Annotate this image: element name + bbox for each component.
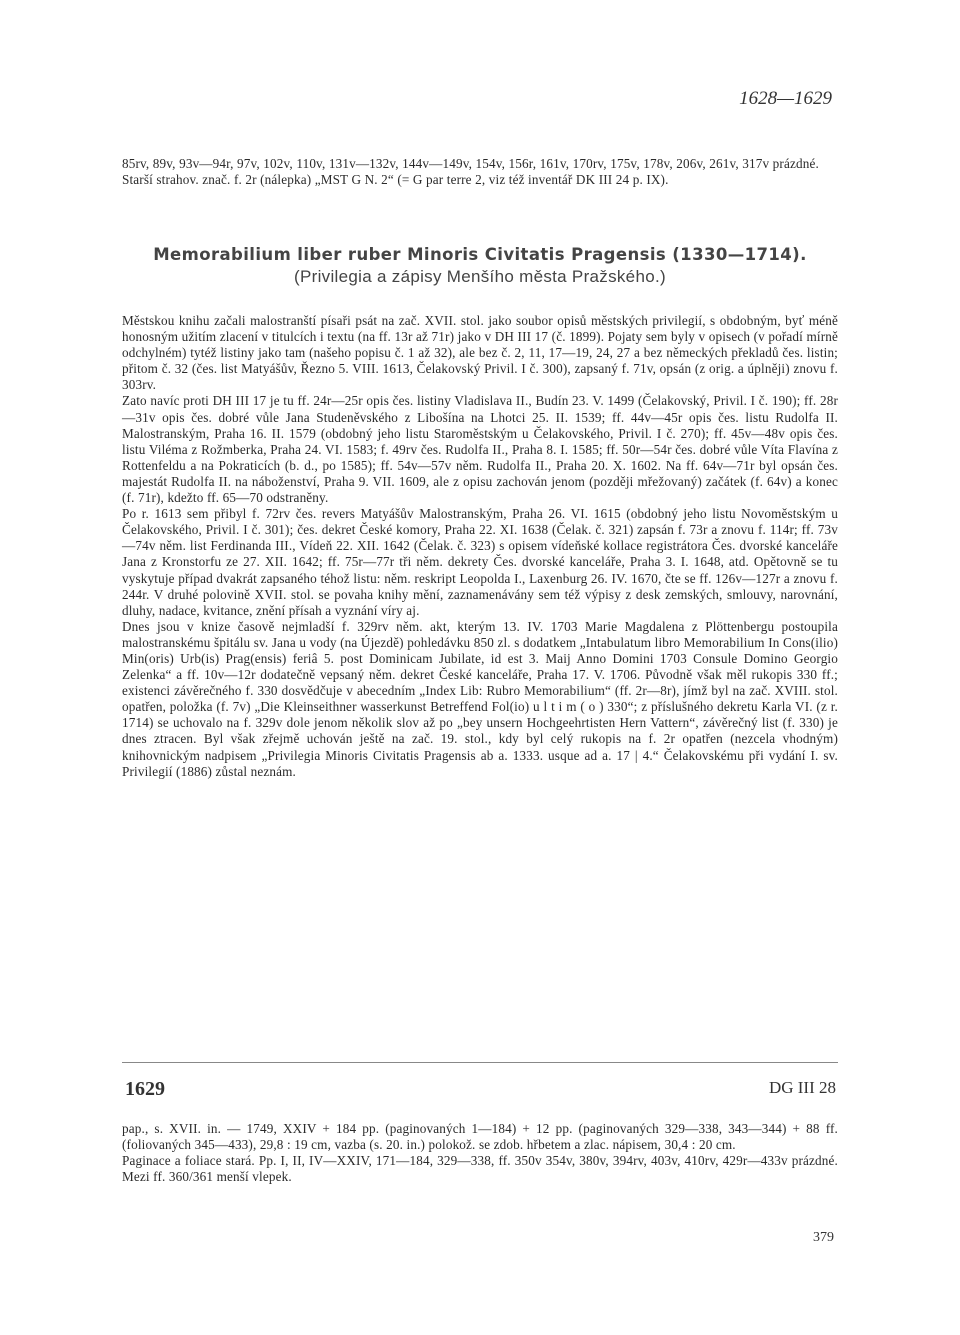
manuscript-title	[0, 245, 960, 287]
entry-paragraph: pap., s. XVII. in. — 1749, XXIV + 184 pp. (paginovaných 1—184) + 12 pp. (paginovaných 329—338, 343—344) + 88 ff. (foliovaných 345—433), 29,8 : 19 cm, vazba (s. 20. in.) polokož. se zdob. hřbetem a zlac. nápisem, 30,4 : 20 cm.	[122, 1121, 838, 1153]
page-number: 379	[813, 1230, 834, 1245]
description-section	[122, 313, 838, 780]
body-paragraph: Po r. 1613 sem přibyl f. 72rv čes. revers Matyášův Malostranským, Praha 26. VI. 1615 (obdobný jeho listu Novoměstským u Čelakovského, Privil. I č. 301); čes. dekret České komory, Praha 22. XI. 1638 (Čelak. č. 321) zapsán f. 73r a znovu f. 114r; ff. 73v—74v něm. list Ferdinanda III., Vídeň 22. XII. 1642 (Čelak. č. 323) s opisem vídeňské kollace registrátora Čes. dvorské kanceláře Jana z Kronstorfu ze 27. XII. 1642; ff. 75r—77r tři něm. dekrety Čes. dvorské kanceláře, Praha 3. I. 1648, atd. Opětovně se tu vyskytuje případ dvakrát zapsaného téhož listu: něm. reskript Leopolda I., Laxenburg 26. IV. 1670, čte se ff. 126v—127r a znovu f. 244r. V druhé polovině XVII. stol. se povaha knihy mění, zaznamenávány sem též výpisy z desk zemských, smlouvy, narovnání, dluhy, nadace, kvitance, znění přísah a vyznání víry aj.	[122, 506, 838, 618]
page-header-year-range: 1628—1629	[739, 88, 832, 109]
title-subtitle: (Privilegia a zápisy Menšího města Pražského.)	[294, 267, 666, 286]
intro-section	[122, 156, 838, 188]
body-paragraph: Dnes jsou v knize časově nejmladší f. 329rv něm. akt, kterým 13. IV. 1703 Marie Magdalena z Plöttenbergu postoupila malostranskému špitálu sv. Jana u vody (na Újezdě) pohledávku 850 zl. s dodatkem „Intabulatum libro Memorabilium In Cons(ilio) Min(oris) Urb(is) Prag(ensis) feriâ 5. post Dominicam Jubilate, id est 3. Maij Anno Domini 1703 Consule Domino Georgio Zelenka“ a ff. 10v—12r dodatečně vepsaný něm. dekret České kanceláře, Praha 17. V. 1706. Původně však měl rukopis 330 ff.; existenci závěrečného f. 330 dosvědčuje v abecedním „Index Lib: Rubro Memorabilium“ (ff. 2r—8r), jímž byl na zač. XVIII. stol. opatřen, položka (f. 7v) „Die Kleinseithner wasserkunst Betreffend Fol(io) u l t i m ( o ) 330“; z příslušného dekretu Karla VI. (z r. 1714) se uchovalo na f. 329v dole jenom několik slov až po „bey unsern Hochgeehrtisten Hern Vattern“, závěrečný list (f. 330) je dnes ztracen. Byl však zřejmě uchován ještě na zač. 19. stol., kdy byl celý rukopis na f. 2r opatřen (nezcela vhodným) knihovnickým nadpisem „Privilegia Minoris Civitatis Pragensis ab a. 1333. usque ad a. 17 | 4.“ Čelakovskému při vydání I. sv. Privilegií (1886) zůstal neznám.	[122, 618, 838, 779]
intro-paragraph: 85rv, 89v, 93v—94r, 97v, 102v, 110v, 131v—132v, 144v—149v, 154v, 156r, 161v, 170rv, 175v, 178v, 206v, 261v, 317v prázdné.	[122, 156, 819, 171]
entry-number: 1629	[125, 1078, 165, 1100]
intro-paragraph: Starší strahov. znač. f. 2r (nálepka) „MST G N. 2“ (= G par terre 2, viz též inventář DK III 24 p. IX).	[122, 172, 669, 188]
body-paragraph: Městskou knihu začali malostranští písaři psát na zač. XVII. stol. jako soubor opisů městských privilegií, s obdobným, byť méně honosným užitím zlacení v titulcích i textu (na ff. 13r až 71r) jako v DH III 17 (č. 1899). Pojaty sem byly v opisech (v pořadí mírně odchylném) tytéž listiny jako tam (našeho popisu č. 1 až 32), ale bez č. 2, 11, 17—19, 24, 27 a bez německých překladů čes. listin; přitom č. 32 (čes. list Matyášův, Řezno 5. VIII. 1613, Čelakovský Privil. I č. 300), zapsaný f. 71v, opsán (z orig. a úplněji) znovu f. 303rv.	[122, 313, 838, 393]
entry-paragraph: Paginace a foliace stará. Pp. I, II, IV—XXIV, 171—184, 329—338, ff. 350v 354v, 380v, 394rv, 403v, 410rv, 429r—433v prázdné. Mezi ff. 360/361 menší vlepek.	[122, 1153, 838, 1185]
section-divider	[122, 1062, 838, 1063]
entry-signature: DG III 28	[768, 1078, 836, 1097]
body-paragraph: Zato navíc proti DH III 17 je tu ff. 24r—25r opis čes. listiny Vladislava II., Budín 23. V. 1499 (Čelakovský, Privil. I č. 190); ff. 28r—31v opis čes. dobré vůle Jana Studeněvského z Libošína na Lhotci 25. II. 1539; ff. 44v—45r opis čes. listu Rudolfa II. Malostranským, Praha 16. II. 1579 (obdobný jeho listu Staroměstským u Čelakovského, Privil. I č. 270); ff. 45v—48v opis čes. listu Viléma z Rožmberka, Praha 24. VI. 1583; f. 49rv čes. Rudolfa II., Praha 8. I. 1585; ff. 50r—54r čes. dobré vůle Víta Flavína z Rottenfeldu a na Pokraticích (b. d., po 1585); ff. 54v—57v něm. Rudolfa II., Praha 20. X. 1602. Na ff. 64v—71r byl opsán čes. majestát Rudolfa II. na náboženství, Praha 9. VII. 1609, ale z opisu zachován jenom (později mřežovaný) začátek (f. 64v) a konec (f. 71r), kdežto ff. 65—70 odstraněny.	[122, 393, 838, 506]
entry-description	[122, 1121, 838, 1185]
title-main: Memorabilium liber ruber Minoris Civitatis Pragensis (1330—1714).	[153, 245, 807, 264]
